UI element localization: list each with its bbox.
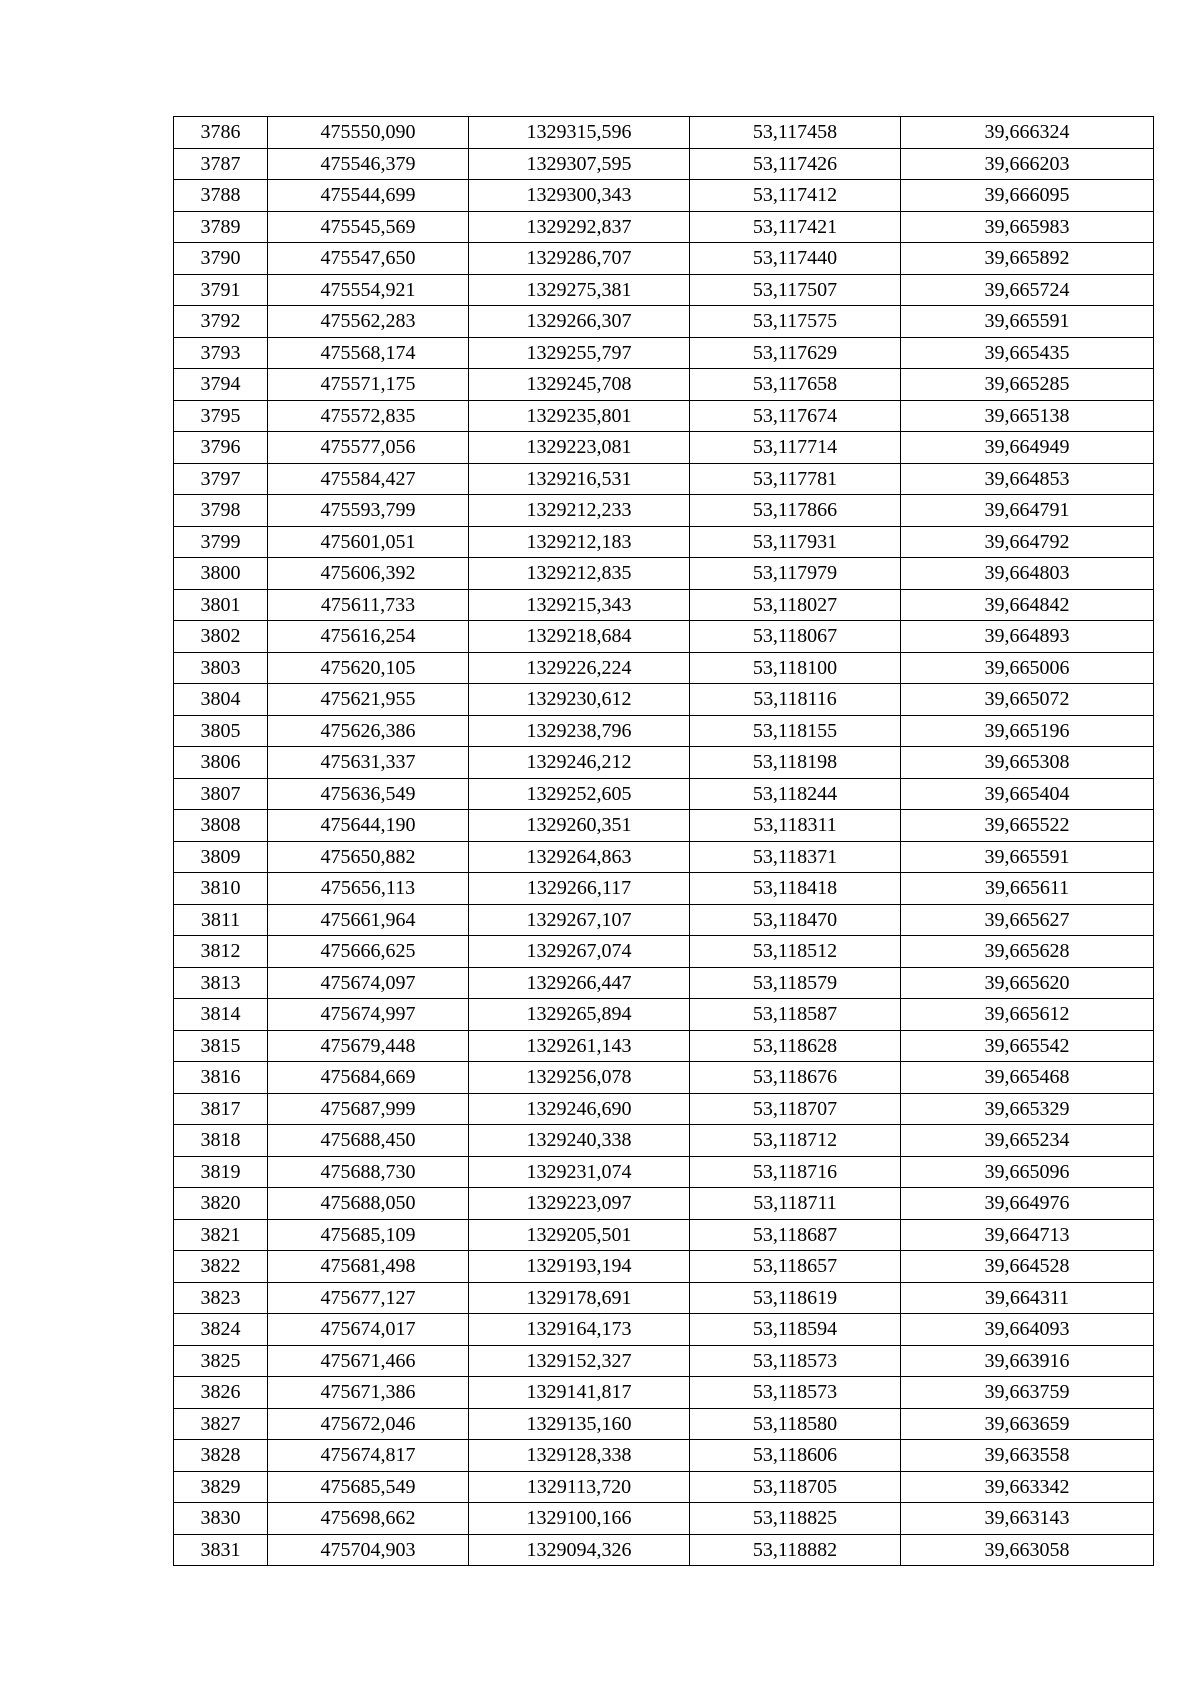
y-coordinate-cell: 1329216,531	[469, 463, 690, 495]
point-number-cell: 3824	[174, 1314, 268, 1346]
longitude-cell: 39,664311	[901, 1282, 1154, 1314]
y-coordinate-cell: 1329152,327	[469, 1345, 690, 1377]
latitude-cell: 53,118628	[690, 1030, 901, 1062]
longitude-cell: 39,665627	[901, 904, 1154, 936]
table-row	[174, 652, 1154, 684]
x-coordinate-cell: 475562,283	[268, 306, 469, 338]
latitude-cell: 53,117658	[690, 369, 901, 401]
x-coordinate-cell: 475631,337	[268, 747, 469, 779]
table-row	[174, 337, 1154, 369]
y-coordinate-cell: 1329240,338	[469, 1125, 690, 1157]
y-coordinate-cell: 1329260,351	[469, 810, 690, 842]
table-row	[174, 1156, 1154, 1188]
x-coordinate-cell: 475544,699	[268, 180, 469, 212]
table-row	[174, 274, 1154, 306]
table-row	[174, 936, 1154, 968]
y-coordinate-cell: 1329223,097	[469, 1188, 690, 1220]
point-number-cell: 3801	[174, 589, 268, 621]
latitude-cell: 53,118711	[690, 1188, 901, 1220]
table-row	[174, 1503, 1154, 1535]
point-number-cell: 3825	[174, 1345, 268, 1377]
longitude-cell: 39,665612	[901, 999, 1154, 1031]
y-coordinate-cell: 1329265,894	[469, 999, 690, 1031]
point-number-cell: 3815	[174, 1030, 268, 1062]
x-coordinate-cell: 475547,650	[268, 243, 469, 275]
coordinates-table-body	[174, 117, 1154, 1566]
x-coordinate-cell: 475698,662	[268, 1503, 469, 1535]
latitude-cell: 53,118707	[690, 1093, 901, 1125]
y-coordinate-cell: 1329212,233	[469, 495, 690, 527]
table-row	[174, 904, 1154, 936]
y-coordinate-cell: 1329255,797	[469, 337, 690, 369]
longitude-cell: 39,666324	[901, 117, 1154, 149]
point-number-cell: 3810	[174, 873, 268, 905]
longitude-cell: 39,665096	[901, 1156, 1154, 1188]
coordinates-table	[173, 116, 1154, 1566]
latitude-cell: 53,118825	[690, 1503, 901, 1535]
y-coordinate-cell: 1329256,078	[469, 1062, 690, 1094]
latitude-cell: 53,118606	[690, 1440, 901, 1472]
x-coordinate-cell: 475674,817	[268, 1440, 469, 1472]
table-row	[174, 1219, 1154, 1251]
latitude-cell: 53,118657	[690, 1251, 901, 1283]
y-coordinate-cell: 1329193,194	[469, 1251, 690, 1283]
longitude-cell: 39,663558	[901, 1440, 1154, 1472]
point-number-cell: 3787	[174, 148, 268, 180]
latitude-cell: 53,118594	[690, 1314, 901, 1346]
table-row	[174, 589, 1154, 621]
x-coordinate-cell: 475666,625	[268, 936, 469, 968]
longitude-cell: 39,666095	[901, 180, 1154, 212]
latitude-cell: 53,117440	[690, 243, 901, 275]
table-row	[174, 495, 1154, 527]
table-row	[174, 715, 1154, 747]
longitude-cell: 39,665591	[901, 841, 1154, 873]
x-coordinate-cell: 475704,903	[268, 1534, 469, 1566]
y-coordinate-cell: 1329223,081	[469, 432, 690, 464]
longitude-cell: 39,664976	[901, 1188, 1154, 1220]
y-coordinate-cell: 1329164,173	[469, 1314, 690, 1346]
longitude-cell: 39,665522	[901, 810, 1154, 842]
y-coordinate-cell: 1329246,212	[469, 747, 690, 779]
x-coordinate-cell: 475674,097	[268, 967, 469, 999]
table-row	[174, 1125, 1154, 1157]
point-number-cell: 3799	[174, 526, 268, 558]
y-coordinate-cell: 1329218,684	[469, 621, 690, 653]
point-number-cell: 3798	[174, 495, 268, 527]
longitude-cell: 39,664949	[901, 432, 1154, 464]
longitude-cell: 39,665329	[901, 1093, 1154, 1125]
longitude-cell: 39,665196	[901, 715, 1154, 747]
point-number-cell: 3803	[174, 652, 268, 684]
x-coordinate-cell: 475593,799	[268, 495, 469, 527]
longitude-cell: 39,665006	[901, 652, 1154, 684]
latitude-cell: 53,118573	[690, 1345, 901, 1377]
longitude-cell: 39,665468	[901, 1062, 1154, 1094]
table-row	[174, 747, 1154, 779]
longitude-cell: 39,664842	[901, 589, 1154, 621]
point-number-cell: 3800	[174, 558, 268, 590]
y-coordinate-cell: 1329266,307	[469, 306, 690, 338]
latitude-cell: 53,117421	[690, 211, 901, 243]
latitude-cell: 53,117458	[690, 117, 901, 149]
longitude-cell: 39,663143	[901, 1503, 1154, 1535]
latitude-cell: 53,118027	[690, 589, 901, 621]
longitude-cell: 39,665983	[901, 211, 1154, 243]
latitude-cell: 53,118579	[690, 967, 901, 999]
longitude-cell: 39,665435	[901, 337, 1154, 369]
latitude-cell: 53,118619	[690, 1282, 901, 1314]
table-row	[174, 1471, 1154, 1503]
x-coordinate-cell: 475661,964	[268, 904, 469, 936]
y-coordinate-cell: 1329261,143	[469, 1030, 690, 1062]
y-coordinate-cell: 1329245,708	[469, 369, 690, 401]
table-row	[174, 211, 1154, 243]
x-coordinate-cell: 475688,450	[268, 1125, 469, 1157]
longitude-cell: 39,665620	[901, 967, 1154, 999]
x-coordinate-cell: 475606,392	[268, 558, 469, 590]
table-row	[174, 1282, 1154, 1314]
longitude-cell: 39,665285	[901, 369, 1154, 401]
y-coordinate-cell: 1329315,596	[469, 117, 690, 149]
point-number-cell: 3789	[174, 211, 268, 243]
longitude-cell: 39,665628	[901, 936, 1154, 968]
table-row	[174, 526, 1154, 558]
x-coordinate-cell: 475685,549	[268, 1471, 469, 1503]
latitude-cell: 53,118587	[690, 999, 901, 1031]
longitude-cell: 39,664803	[901, 558, 1154, 590]
longitude-cell: 39,665138	[901, 400, 1154, 432]
point-number-cell: 3788	[174, 180, 268, 212]
longitude-cell: 39,663659	[901, 1408, 1154, 1440]
latitude-cell: 53,118418	[690, 873, 901, 905]
x-coordinate-cell: 475636,549	[268, 778, 469, 810]
longitude-cell: 39,665404	[901, 778, 1154, 810]
x-coordinate-cell: 475550,090	[268, 117, 469, 149]
point-number-cell: 3827	[174, 1408, 268, 1440]
table-row	[174, 558, 1154, 590]
point-number-cell: 3814	[174, 999, 268, 1031]
longitude-cell: 39,665611	[901, 873, 1154, 905]
x-coordinate-cell: 475650,882	[268, 841, 469, 873]
x-coordinate-cell: 475644,190	[268, 810, 469, 842]
longitude-cell: 39,664893	[901, 621, 1154, 653]
longitude-cell: 39,666203	[901, 148, 1154, 180]
x-coordinate-cell: 475554,921	[268, 274, 469, 306]
latitude-cell: 53,118716	[690, 1156, 901, 1188]
table-row	[174, 400, 1154, 432]
y-coordinate-cell: 1329113,720	[469, 1471, 690, 1503]
table-row	[174, 1534, 1154, 1566]
point-number-cell: 3794	[174, 369, 268, 401]
y-coordinate-cell: 1329231,074	[469, 1156, 690, 1188]
y-coordinate-cell: 1329128,338	[469, 1440, 690, 1472]
latitude-cell: 53,118512	[690, 936, 901, 968]
x-coordinate-cell: 475681,498	[268, 1251, 469, 1283]
x-coordinate-cell: 475674,017	[268, 1314, 469, 1346]
x-coordinate-cell: 475571,175	[268, 369, 469, 401]
longitude-cell: 39,665542	[901, 1030, 1154, 1062]
x-coordinate-cell: 475671,466	[268, 1345, 469, 1377]
table-row	[174, 369, 1154, 401]
point-number-cell: 3817	[174, 1093, 268, 1125]
point-number-cell: 3823	[174, 1282, 268, 1314]
y-coordinate-cell: 1329292,837	[469, 211, 690, 243]
latitude-cell: 53,118580	[690, 1408, 901, 1440]
x-coordinate-cell: 475656,113	[268, 873, 469, 905]
point-number-cell: 3802	[174, 621, 268, 653]
y-coordinate-cell: 1329100,166	[469, 1503, 690, 1535]
x-coordinate-cell: 475626,386	[268, 715, 469, 747]
y-coordinate-cell: 1329205,501	[469, 1219, 690, 1251]
longitude-cell: 39,663342	[901, 1471, 1154, 1503]
longitude-cell: 39,665308	[901, 747, 1154, 779]
x-coordinate-cell: 475616,254	[268, 621, 469, 653]
x-coordinate-cell: 475568,174	[268, 337, 469, 369]
y-coordinate-cell: 1329246,690	[469, 1093, 690, 1125]
x-coordinate-cell: 475611,733	[268, 589, 469, 621]
longitude-cell: 39,665892	[901, 243, 1154, 275]
latitude-cell: 53,117507	[690, 274, 901, 306]
latitude-cell: 53,118067	[690, 621, 901, 653]
x-coordinate-cell: 475679,448	[268, 1030, 469, 1062]
y-coordinate-cell: 1329212,835	[469, 558, 690, 590]
x-coordinate-cell: 475688,730	[268, 1156, 469, 1188]
y-coordinate-cell: 1329212,183	[469, 526, 690, 558]
y-coordinate-cell: 1329230,612	[469, 684, 690, 716]
latitude-cell: 53,117714	[690, 432, 901, 464]
x-coordinate-cell: 475601,051	[268, 526, 469, 558]
x-coordinate-cell: 475620,105	[268, 652, 469, 684]
table-row	[174, 306, 1154, 338]
table-row	[174, 148, 1154, 180]
table-row	[174, 841, 1154, 873]
y-coordinate-cell: 1329178,691	[469, 1282, 690, 1314]
latitude-cell: 53,117866	[690, 495, 901, 527]
y-coordinate-cell: 1329141,817	[469, 1377, 690, 1409]
table-row	[174, 1440, 1154, 1472]
y-coordinate-cell: 1329215,343	[469, 589, 690, 621]
table-row	[174, 1062, 1154, 1094]
longitude-cell: 39,665591	[901, 306, 1154, 338]
point-number-cell: 3793	[174, 337, 268, 369]
latitude-cell: 53,118311	[690, 810, 901, 842]
table-row	[174, 810, 1154, 842]
longitude-cell: 39,664093	[901, 1314, 1154, 1346]
y-coordinate-cell: 1329238,796	[469, 715, 690, 747]
point-number-cell: 3808	[174, 810, 268, 842]
table-row	[174, 778, 1154, 810]
latitude-cell: 53,118573	[690, 1377, 901, 1409]
x-coordinate-cell: 475684,669	[268, 1062, 469, 1094]
latitude-cell: 53,117979	[690, 558, 901, 590]
latitude-cell: 53,118882	[690, 1534, 901, 1566]
longitude-cell: 39,663058	[901, 1534, 1154, 1566]
longitude-cell: 39,664791	[901, 495, 1154, 527]
point-number-cell: 3819	[174, 1156, 268, 1188]
table-row	[174, 1408, 1154, 1440]
latitude-cell: 53,118198	[690, 747, 901, 779]
latitude-cell: 53,118687	[690, 1219, 901, 1251]
latitude-cell: 53,118705	[690, 1471, 901, 1503]
table-row	[174, 1377, 1154, 1409]
table-row	[174, 1345, 1154, 1377]
longitude-cell: 39,664528	[901, 1251, 1154, 1283]
table-row	[174, 1251, 1154, 1283]
latitude-cell: 53,117629	[690, 337, 901, 369]
point-number-cell: 3797	[174, 463, 268, 495]
longitude-cell: 39,664713	[901, 1219, 1154, 1251]
x-coordinate-cell: 475546,379	[268, 148, 469, 180]
point-number-cell: 3820	[174, 1188, 268, 1220]
y-coordinate-cell: 1329307,595	[469, 148, 690, 180]
latitude-cell: 53,118371	[690, 841, 901, 873]
x-coordinate-cell: 475685,109	[268, 1219, 469, 1251]
longitude-cell: 39,665724	[901, 274, 1154, 306]
point-number-cell: 3809	[174, 841, 268, 873]
table-row	[174, 684, 1154, 716]
latitude-cell: 53,117426	[690, 148, 901, 180]
x-coordinate-cell: 475545,569	[268, 211, 469, 243]
y-coordinate-cell: 1329267,074	[469, 936, 690, 968]
point-number-cell: 3828	[174, 1440, 268, 1472]
x-coordinate-cell: 475687,999	[268, 1093, 469, 1125]
point-number-cell: 3830	[174, 1503, 268, 1535]
point-number-cell: 3804	[174, 684, 268, 716]
point-number-cell: 3791	[174, 274, 268, 306]
x-coordinate-cell: 475672,046	[268, 1408, 469, 1440]
point-number-cell: 3818	[174, 1125, 268, 1157]
point-number-cell: 3829	[174, 1471, 268, 1503]
latitude-cell: 53,117674	[690, 400, 901, 432]
table-row	[174, 1188, 1154, 1220]
y-coordinate-cell: 1329266,117	[469, 873, 690, 905]
table-row	[174, 967, 1154, 999]
x-coordinate-cell: 475677,127	[268, 1282, 469, 1314]
x-coordinate-cell: 475577,056	[268, 432, 469, 464]
latitude-cell: 53,117781	[690, 463, 901, 495]
y-coordinate-cell: 1329267,107	[469, 904, 690, 936]
latitude-cell: 53,117575	[690, 306, 901, 338]
point-number-cell: 3826	[174, 1377, 268, 1409]
point-number-cell: 3795	[174, 400, 268, 432]
point-number-cell: 3811	[174, 904, 268, 936]
point-number-cell: 3813	[174, 967, 268, 999]
point-number-cell: 3822	[174, 1251, 268, 1283]
longitude-cell: 39,663759	[901, 1377, 1154, 1409]
y-coordinate-cell: 1329300,343	[469, 180, 690, 212]
y-coordinate-cell: 1329264,863	[469, 841, 690, 873]
table-row	[174, 621, 1154, 653]
x-coordinate-cell: 475584,427	[268, 463, 469, 495]
y-coordinate-cell: 1329226,224	[469, 652, 690, 684]
y-coordinate-cell: 1329275,381	[469, 274, 690, 306]
table-row	[174, 432, 1154, 464]
y-coordinate-cell: 1329135,160	[469, 1408, 690, 1440]
point-number-cell: 3790	[174, 243, 268, 275]
y-coordinate-cell: 1329094,326	[469, 1534, 690, 1566]
table-row	[174, 463, 1154, 495]
point-number-cell: 3821	[174, 1219, 268, 1251]
latitude-cell: 53,118116	[690, 684, 901, 716]
table-row	[174, 180, 1154, 212]
latitude-cell: 53,118676	[690, 1062, 901, 1094]
table-row	[174, 999, 1154, 1031]
table-row	[174, 1030, 1154, 1062]
point-number-cell: 3816	[174, 1062, 268, 1094]
x-coordinate-cell: 475688,050	[268, 1188, 469, 1220]
longitude-cell: 39,663916	[901, 1345, 1154, 1377]
x-coordinate-cell: 475674,997	[268, 999, 469, 1031]
latitude-cell: 53,118100	[690, 652, 901, 684]
table-row	[174, 1093, 1154, 1125]
point-number-cell: 3786	[174, 117, 268, 149]
latitude-cell: 53,118470	[690, 904, 901, 936]
point-number-cell: 3831	[174, 1534, 268, 1566]
point-number-cell: 3807	[174, 778, 268, 810]
point-number-cell: 3812	[174, 936, 268, 968]
table-row	[174, 117, 1154, 149]
latitude-cell: 53,117412	[690, 180, 901, 212]
longitude-cell: 39,664853	[901, 463, 1154, 495]
y-coordinate-cell: 1329252,605	[469, 778, 690, 810]
table-row	[174, 873, 1154, 905]
y-coordinate-cell: 1329286,707	[469, 243, 690, 275]
latitude-cell: 53,118712	[690, 1125, 901, 1157]
x-coordinate-cell: 475671,386	[268, 1377, 469, 1409]
point-number-cell: 3806	[174, 747, 268, 779]
longitude-cell: 39,665234	[901, 1125, 1154, 1157]
latitude-cell: 53,117931	[690, 526, 901, 558]
longitude-cell: 39,665072	[901, 684, 1154, 716]
table-row	[174, 243, 1154, 275]
point-number-cell: 3796	[174, 432, 268, 464]
table-row	[174, 1314, 1154, 1346]
y-coordinate-cell: 1329266,447	[469, 967, 690, 999]
x-coordinate-cell: 475572,835	[268, 400, 469, 432]
longitude-cell: 39,664792	[901, 526, 1154, 558]
latitude-cell: 53,118244	[690, 778, 901, 810]
y-coordinate-cell: 1329235,801	[469, 400, 690, 432]
latitude-cell: 53,118155	[690, 715, 901, 747]
point-number-cell: 3792	[174, 306, 268, 338]
point-number-cell: 3805	[174, 715, 268, 747]
x-coordinate-cell: 475621,955	[268, 684, 469, 716]
